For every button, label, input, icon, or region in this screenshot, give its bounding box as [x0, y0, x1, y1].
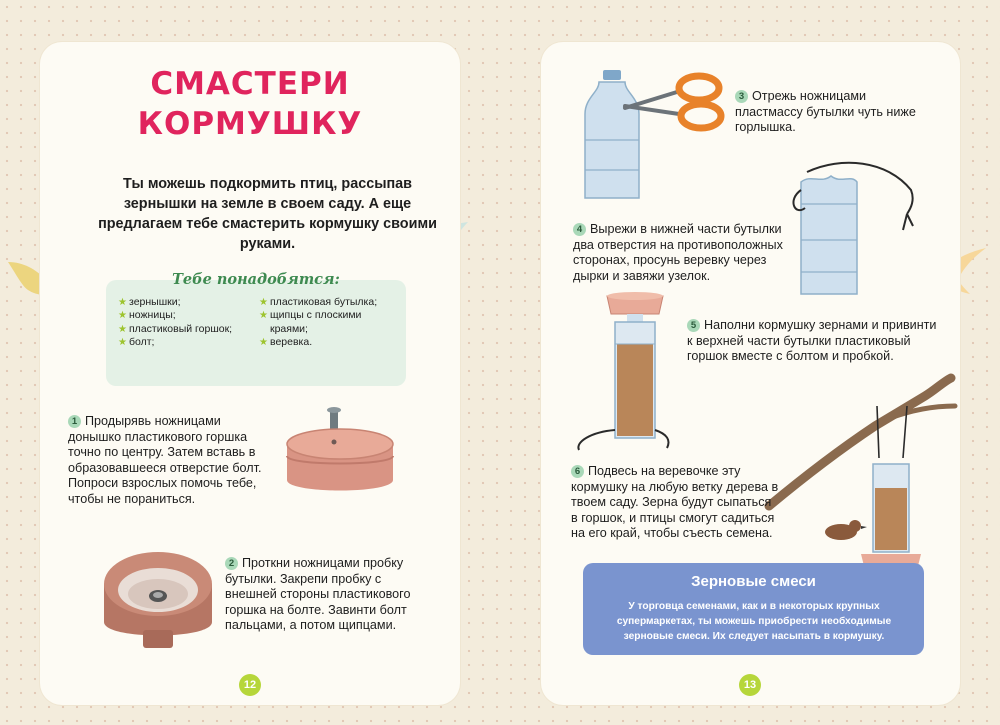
list-item: ★ зернышки; — [118, 296, 181, 308]
star-bullet-icon: ★ — [118, 337, 127, 349]
step-4: 4 Вырежи в нижней части бутылки два отверстия на противоположных сторонах, просунь веревку через дырки и завяжи узелок. — [573, 222, 783, 283]
star-bullet-icon: ★ — [118, 297, 127, 308]
step-1: 1 Продырявь ножницами донышко пластикового горшка точно по центру. Затем вставь в образовавшееся отверстие болт. Попроси взрослых помочь тебе, чтобы не пораниться. — [68, 414, 262, 506]
page-number: 12 — [239, 674, 261, 696]
step-number-badge: 3 — [735, 90, 748, 103]
list-item: ★ веревка. — [259, 336, 313, 349]
star-bullet-icon: ★ — [259, 310, 268, 322]
bottle-scissors-illustration — [581, 70, 731, 200]
info-box-text: У торговца семенами, как и в некоторых крупных супермаркетах, ты можешь приобрести необходимые зерновые смеси. Их следует насыпать в кормушку. — [616, 601, 892, 642]
step-3: 3 Отрежь ножницами пластмассу бутылки чуть ниже горлышка. — [735, 89, 916, 134]
step-number-badge: 2 — [225, 557, 238, 570]
pot-with-cap-illustration — [98, 544, 218, 654]
star-bullet-icon: ★ — [118, 310, 127, 322]
materials-title: Тебе понадобятся: — [172, 271, 340, 288]
left-page — [40, 42, 460, 705]
hanging-feeder-illustration — [765, 376, 961, 556]
list-item: ★ щипцы с плоскими краями; — [259, 309, 362, 335]
materials-list-col1 — [118, 296, 248, 350]
bottle-with-string-illustration — [791, 160, 921, 300]
step-number-badge: 4 — [573, 223, 586, 236]
star-bullet-icon: ★ — [259, 337, 268, 349]
step-number-badge: 5 — [687, 319, 700, 332]
filled-feeder-illustration — [571, 292, 681, 452]
materials-list-col2 — [259, 296, 399, 350]
list-item: ★ пластиковая бутылка; — [259, 296, 378, 308]
step-2: 2 Проткни ножницами пробку бутылки. Закрепи пробку с внешней стороны пластикового горшка на болте. Завинти болт пальцами, а потом щипцами. — [225, 556, 411, 632]
star-bullet-icon: ★ — [259, 297, 268, 308]
page-number: 13 — [739, 674, 761, 696]
star-bullet-icon: ★ — [118, 323, 127, 335]
list-item: ★ ножницы; — [118, 309, 176, 322]
list-item: ★ пластиковый горшок; — [118, 322, 233, 335]
right-page — [541, 42, 960, 705]
step-number-badge: 6 — [571, 465, 584, 478]
list-item: ★ болт; — [118, 336, 155, 349]
step-number-badge: 1 — [68, 415, 81, 428]
step-5: 5 Наполни кормушку зернами и привинти к верхней части бутылки пластиковый горшок вместе с болтом и пробкой. — [687, 318, 937, 363]
materials-box — [106, 271, 406, 386]
info-box-title: Зерновые смеси — [691, 573, 816, 590]
intro-text: Ты можешь подкормить птиц, рассыпав зернышки на земле в своем саду. А еще предлагаем тебе смастерить кормушку своими руками. — [98, 176, 437, 252]
page-title: СМАСТЕРИ КОРМУШКУ — [137, 66, 363, 142]
grain-mix-info-box — [583, 563, 924, 655]
pot-with-bolt-illustration — [283, 404, 401, 504]
step-6: 6 Подвесь на веревочке эту кормушку на любую ветку дерева в твоем саду. Зерна будут сыпаться в горшок, и птицы смогут садиться на его край, чтобы съесть семена. — [571, 464, 779, 540]
